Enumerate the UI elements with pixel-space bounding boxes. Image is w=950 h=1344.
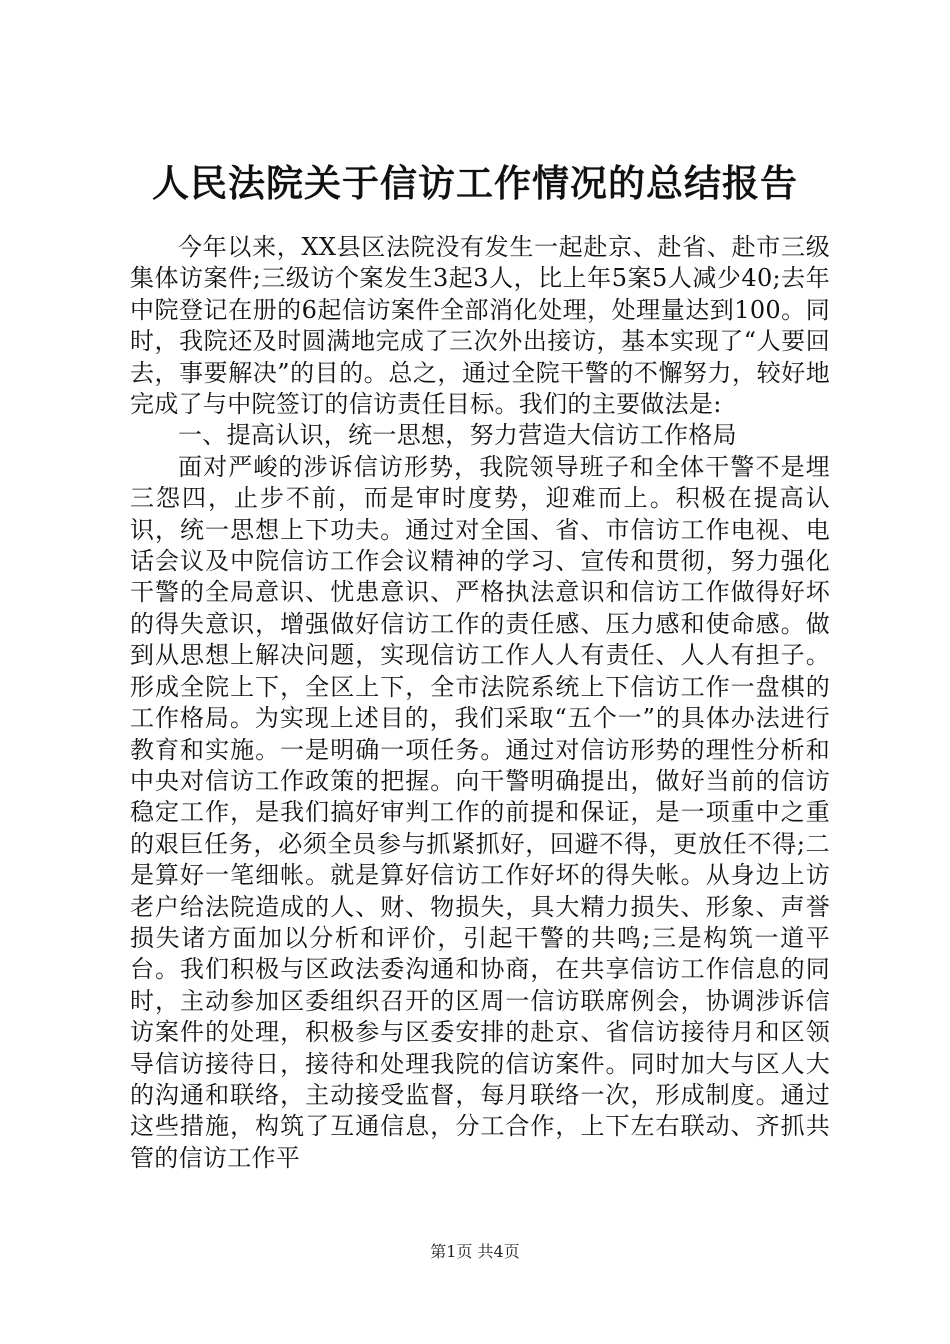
document-body <box>130 232 830 1174</box>
page-number-footer: 第1页 共4页 <box>430 1242 520 1261</box>
section-paragraph: 面对严峻的涉诉信访形势，我院领导班子和全体干警不是埋三怨四，止步不前，而是审时度势，迎难而上。积极在提高认识，统一思想上下功夫。通过对全国、省、市信访工作电视、电话会议及中院信访工作会议精神的学习、宣传和贯彻，努力强化干警的全局意识、忧患意识、严格执法意识和信访工作做得好坏的得失意识，增强做好信访工作的责任感、压力感和使命感。做到从思想上解决问题，实现信访工作人人有责任、人人有担子。形成全院上下，全区上下，全市法院系统上下信访工作一盘棋的工作格局。为实现上述目的，我们采取“五个一”的具体办法进行教育和实施。一是明确一项任务。通过对信访形势的理性分析和中央对信访工作政策的把握。向干警明确提出，做好当前的信访稳定工作，是我们搞好审判工作的前提和保证，是一项重中之重的艰巨任务，必须全员参与抓紧抓好，回避不得，更放任不得;二是算好一笔细帐。就是算好信访工作好坏的得失帐。从身边上访老户给法院造成的人、财、物损失，具大精力损失、形象、声誉损失诸方面加以分析和评价，引起干警的共鸣;三是构筑一道平台。我们积极与区政法委沟通和协商，在共享信访工作信息的同时，主动参加区委组织召开的区周一信访联席例会，协调涉诉信访案件的处理，积极参与区委安排的赴京、省信访接待月和区领导信访接待日，接待和处理我院的信访案件。同时加大与区人大的沟通和联络，主动接受监督，每月联络一次，形成制度。通过这些措施，构筑了互通信息，分工合作，上下左右联动、齐抓共管的信访工作平 <box>130 452 830 1172</box>
intro-paragraph: 今年以来，XX县区法院没有发生一起赴京、赴省、赴市三级集体访案件;三级访个案发生3起3人，比上年5案5人减少40;去年中院登记在册的6起信访案件全部消化处理，处理量达到100。同时，我院还及时圆满地完成了三次外出接访，基本实现了“人要回去，事要解决”的目的。总之，通过全院干警的不懈努力，较好地完成了与中院签订的信访责任目标。我们的主要做法是: <box>130 233 830 419</box>
document-title: 人民法院关于信访工作情况的总结报告 <box>152 161 798 205</box>
section-heading: 一、提高认识，统一思想，努力营造大信访工作格局 <box>178 421 737 450</box>
